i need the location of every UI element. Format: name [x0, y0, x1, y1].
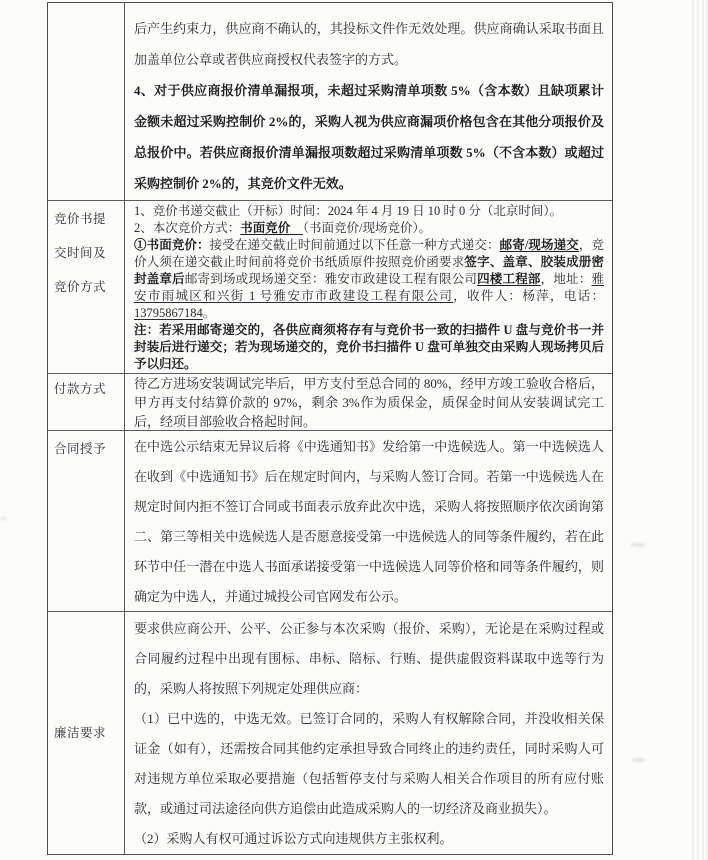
- row-content: [125, 374, 612, 430]
- scan-smudge: [0, 517, 6, 520]
- table-row-submission-time-method: [48, 200, 612, 373]
- scan-smudge: [632, 758, 646, 762]
- paragraph: 4、对于供应商报价清单漏报项，未超过采购清单项数 5%（含本数）且缺项累计金额未超过采购控制价 2%的，采购人视为供应商漏项价格包含在其他分项报价及总报价中。若供应商报价清单漏报项数超过采购清单项数 5%（不含本数）或超过采购控制价 2%的，其竞价文件无效。: [134, 83, 604, 191]
- row-label-empty: [48, 3, 125, 200]
- paragraph: 在中选公示结束无异议后将《中选通知书》发给第一中选候选人。第一中选候选人在收到《中选通知书》后在规定时间内，与采购人签订合同。若第一中选候选人在规定时间内拒不签订合同或书面表示放弃此次中选，采购人将按照顺序依次函询第二、第三等相关中选候选人是否愿意接受第一中选候选人的同等条件履约，若在此环节中任一潜在中选人书面承诺接受第一中选候选人同等价格和同等条件履约，则确定为中选人，并通过城投公司官网发布公示。: [134, 439, 604, 604]
- row-label: 廉洁要求: [48, 612, 125, 854]
- row-label: 竞价书提交时间及竞价方式: [48, 201, 125, 373]
- row-label: 合同授予: [48, 431, 125, 611]
- paragraph: 要求供应商公开、公平、公正参与本次采购（报价、采购），无论是在采购过程或合同履约过程中出现有围标、串标、陪标、行贿、提供虚假资料谋取中选等行为的，采购人将按照下列规定处理供应商：: [134, 621, 604, 696]
- table-row-contract-award: [48, 430, 612, 611]
- row-content: [125, 431, 612, 611]
- paragraph: （1）已中选的，中选无效。已签订合同的，采购人有权解除合同，并没收相关保证金（如有），还需按合同其他约定承担导致合同终止的违约责任，同时采购人可对违规方单位采取必要措施（包括暂停支付与采购人相关合作项目的所有应付账款，或通过司法途径向供方追偿由此造成采购人的一切经济及商业损失）。: [134, 711, 604, 816]
- paragraph: （2）采购人有权可通过诉讼方式向违规供方主张权利。: [134, 831, 453, 846]
- scan-smudge: [630, 543, 646, 547]
- paragraph: 注：若采用邮寄递交的，各供应商须将存有与竞价书一致的扫描件 U 盘与竞价书一并封装后进行递交；若为现场递交的，竞价书扫描件 U 盘可单独交由采购人现场拷贝后予以归还。: [134, 323, 604, 371]
- paragraph: 后产生约束力，供应商不确认的，其投标文件作无效处理。供应商确认采取书面且加盖单位公章或者供应商授权代表签字的方式。: [134, 21, 604, 67]
- paragraph: 2、本次竞价方式：书面竞价 （书面竞价/现场竞价）。: [134, 221, 432, 235]
- table-row-integrity-requirements: [48, 611, 612, 854]
- paragraph: 1、竞价书递交截止（开标）时间：2024 年 4 月 19 日 10 时 0 分（北京时间）。: [134, 204, 563, 218]
- procurement-terms-table: [47, 2, 613, 855]
- row-content: [125, 612, 612, 854]
- paragraph: 待乙方进场安装调试完毕后，甲方支付至总合同的 80%，经甲方竣工验收合格后，甲方再支付结算价款的 97%，剩余 3%作为质保金，质保金时间从安装调试完工后，经项目部验收合格起时间。: [134, 376, 604, 429]
- row-content: [125, 201, 612, 373]
- row-label: 付款方式: [48, 374, 125, 430]
- paragraph: ①书面竞价：接受在递交截止时间前通过以下任意一种方式递交：邮寄/现场递交，竞价人须在递交截止时间前将竞价书纸质原件按照竞价函要求签字、盖章、胶装成册密封盖章后邮寄到场或现场递交至：雅安市政建设工程有限公司四楼工程部，地址：雅安市雨城区和兴街 1 号雅安市市政建设工程有限公司，收件人：杨萍，电话：13795867184。: [134, 238, 604, 320]
- table-row-continuation: [48, 3, 612, 200]
- scan-edge-streak: [692, 0, 708, 860]
- table-row-payment-method: [48, 373, 612, 430]
- row-content: [125, 3, 612, 200]
